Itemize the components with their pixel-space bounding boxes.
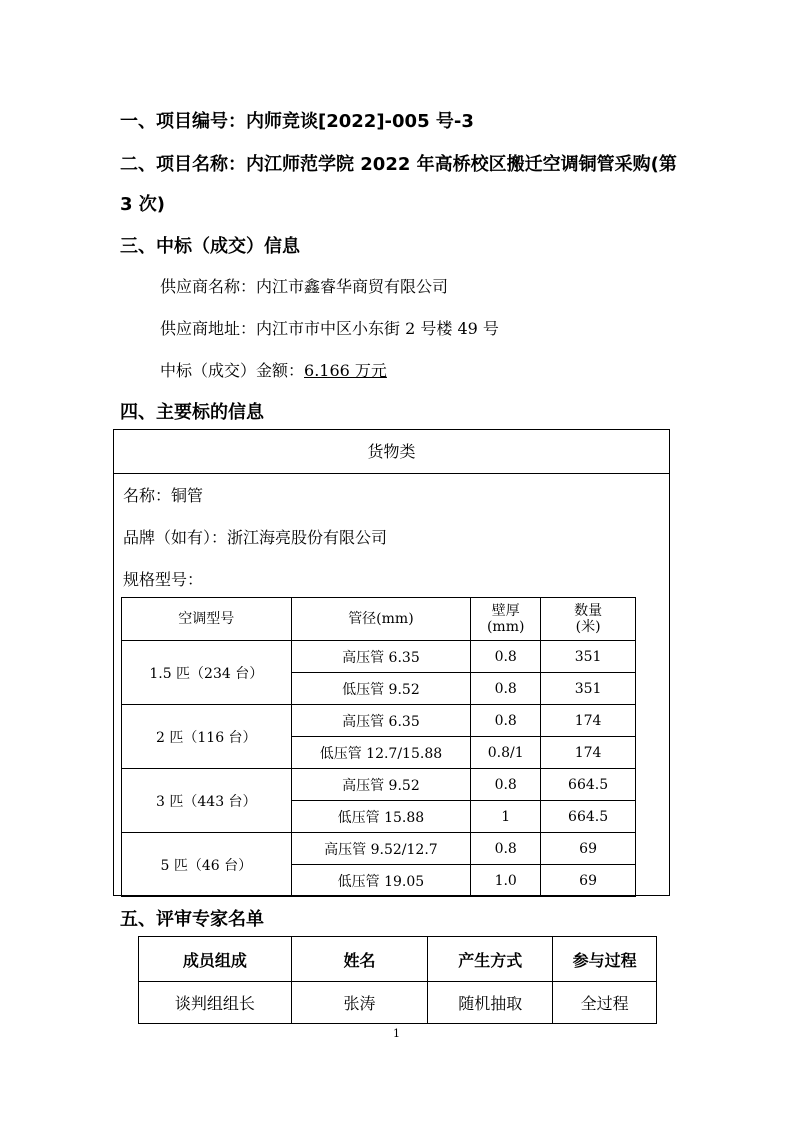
project-number: 一、项目编号：内师竞谈[2022]-005 号-3 <box>120 111 474 132</box>
selection-method: 随机抽取 <box>428 982 553 1024</box>
qty: 174 <box>541 705 636 737</box>
qty: 664.5 <box>541 801 636 833</box>
pipe: 高压管 6.35 <box>291 705 471 737</box>
pipe: 高压管 9.52 <box>291 769 471 801</box>
ac-model: 2 匹（116 台） <box>122 705 292 769</box>
award-info-heading: 三、中标（成交）信息 <box>120 236 300 257</box>
wall: 0.8 <box>471 833 541 865</box>
project-name-line1: 二、项目名称：内江师范学院 2022 年高桥校区搬迁空调铜管采购(第 <box>120 154 677 175</box>
supplier-address: 供应商地址：内江市市中区小东街 2 号楼 49 号 <box>160 319 499 338</box>
qty: 351 <box>541 641 636 673</box>
pipe: 低压管 9.52 <box>291 673 471 705</box>
award-amount-label: 中标（成交）金额： <box>160 361 305 380</box>
spec-header-row <box>122 598 636 641</box>
experts-header-row <box>139 937 657 982</box>
col-name: 姓名 <box>291 937 428 982</box>
wall: 1 <box>471 801 541 833</box>
page-number: 1 <box>393 1027 400 1040</box>
goods-spec-label: 规格型号： <box>123 570 204 589</box>
pipe: 低压管 12.7/15.88 <box>291 737 471 769</box>
main-subject-heading: 四、主要标的信息 <box>120 402 264 423</box>
col-ac-model: 空调型号 <box>122 598 292 641</box>
col-quantity: 数量 (米) <box>541 598 636 641</box>
wall: 1.0 <box>471 865 541 897</box>
member-role: 谈判组组长 <box>139 982 292 1024</box>
award-amount-value: 6.166 万元 <box>304 361 387 380</box>
table-row <box>122 833 636 865</box>
col-pipe-diameter: 管径(mm) <box>291 598 471 641</box>
wall: 0.8 <box>471 705 541 737</box>
table-row <box>122 769 636 801</box>
table-row <box>139 982 657 1024</box>
pipe: 高压管 6.35 <box>291 641 471 673</box>
goods-brand: 品牌（如有）：浙江海亮股份有限公司 <box>123 528 388 547</box>
experts-table <box>138 936 657 1024</box>
qty: 351 <box>541 673 636 705</box>
table-row <box>122 705 636 737</box>
wall: 0.8 <box>471 673 541 705</box>
table-row <box>122 641 636 673</box>
ac-model: 5 匹（46 台） <box>122 833 292 897</box>
col-method: 产生方式 <box>428 937 553 982</box>
wall: 0.8 <box>471 641 541 673</box>
wall: 0.8/1 <box>471 737 541 769</box>
goods-header: 货物类 <box>114 430 669 474</box>
qty: 664.5 <box>541 769 636 801</box>
supplier-name: 供应商名称：内江市鑫睿华商贸有限公司 <box>160 277 449 296</box>
pipe: 低压管 15.88 <box>291 801 471 833</box>
experts-heading: 五、评审专家名单 <box>120 909 264 930</box>
qty: 69 <box>541 865 636 897</box>
pipe: 高压管 9.52/12.7 <box>291 833 471 865</box>
spec-table <box>121 597 636 897</box>
ac-model: 1.5 匹（234 台） <box>122 641 292 705</box>
wall: 0.8 <box>471 769 541 801</box>
qty: 174 <box>541 737 636 769</box>
col-process: 参与过程 <box>553 937 657 982</box>
participation: 全过程 <box>553 982 657 1024</box>
project-name-line2: 3 次) <box>120 194 166 215</box>
ac-model: 3 匹（443 台） <box>122 769 292 833</box>
col-member-role: 成员组成 <box>139 937 292 982</box>
goods-name: 名称：铜管 <box>123 486 204 505</box>
col-wall-thickness: 壁厚 (mm) <box>471 598 541 641</box>
award-amount <box>160 358 387 381</box>
pipe: 低压管 19.05 <box>291 865 471 897</box>
member-name: 张涛 <box>291 982 428 1024</box>
qty: 69 <box>541 833 636 865</box>
